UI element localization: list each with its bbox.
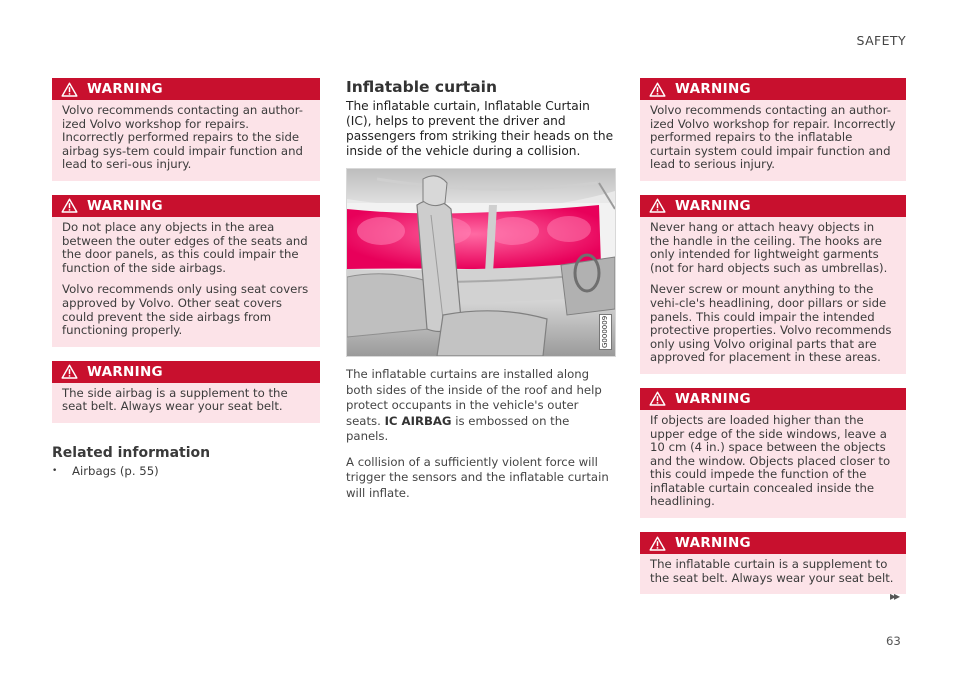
warning-text: The inflatable curtain is a supplement to the seat belt. Always wear your seat belt. bbox=[650, 557, 894, 585]
article-title: Inflatable curtain bbox=[346, 78, 498, 96]
warning-header bbox=[52, 195, 320, 217]
warning-text: Volvo recommends only using seat covers approved by Volvo. Other seat covers could prevent the side airbags from functioning properly. bbox=[62, 282, 309, 338]
warning-body bbox=[52, 217, 320, 347]
warning-header bbox=[640, 532, 906, 554]
related-link[interactable] bbox=[52, 464, 320, 478]
warning-header bbox=[52, 361, 320, 383]
middle-column bbox=[346, 78, 614, 501]
bullet: • bbox=[52, 465, 58, 476]
left-column bbox=[52, 78, 320, 478]
warning-title: WARNING bbox=[675, 390, 751, 407]
warning-text: Never hang or attach heavy objects in the handle in the ceiling. The hooks are only intended for lightweight garments (not for hard objects such as umbrellas). bbox=[650, 219, 888, 275]
section-title: SAFETY bbox=[856, 33, 906, 48]
warning-triangle-icon bbox=[649, 198, 666, 213]
related-information-heading: Related information bbox=[52, 444, 211, 461]
body-text: is embossed on the panels. bbox=[346, 413, 570, 443]
warning-text: The side airbag is a supplement to the seat belt. Always wear your seat belt. bbox=[62, 385, 288, 414]
right-column bbox=[640, 78, 906, 608]
warning-box bbox=[640, 388, 906, 518]
intro-text: The inflatable curtain, Inflatable Curtain (IC), helps to prevent the driver and passengers from striking their heads on the inside of the vehicle during a collision. bbox=[346, 99, 614, 158]
warning-triangle-icon bbox=[649, 82, 666, 97]
warning-text: Never screw or mount anything to the vehi-cle's headlining, door pillars or side panels. This could impair the intended protective properties. Volvo recommends only using Volvo original parts that are approved for placement in these areas. bbox=[650, 282, 892, 365]
warning-title: WARNING bbox=[87, 197, 163, 214]
warning-box bbox=[52, 78, 320, 181]
warning-text: Do not place any objects in the area between the outer edges of the seats and the door panels, as this could impair the function of the side airbags. bbox=[62, 219, 308, 275]
warning-body bbox=[640, 410, 906, 518]
warning-body bbox=[640, 217, 906, 374]
warning-title: WARNING bbox=[675, 535, 751, 552]
warning-triangle-icon bbox=[61, 364, 78, 379]
continue-arrow-icon: ▸▸ bbox=[890, 589, 899, 603]
figure-code: G000009 bbox=[599, 314, 612, 350]
warning-header bbox=[52, 78, 320, 100]
warning-title: WARNING bbox=[675, 197, 751, 214]
warning-title: WARNING bbox=[675, 81, 751, 97]
body-paragraph bbox=[346, 367, 614, 445]
warning-box bbox=[640, 78, 906, 181]
warning-body bbox=[640, 554, 906, 594]
warning-box bbox=[52, 361, 320, 423]
warning-box bbox=[640, 532, 906, 594]
page-number: 63 bbox=[886, 634, 901, 648]
ic-airbag-emphasis: IC AIRBAG bbox=[384, 413, 452, 428]
warning-triangle-icon bbox=[649, 536, 666, 551]
car-interior-drawing bbox=[347, 169, 615, 356]
warning-body bbox=[52, 383, 320, 423]
body-text: The inflatable curtains are installed along both sides of the inside of the roof and help protect occupants in the vehicle's outer seats. bbox=[346, 367, 602, 428]
warning-title: WARNING bbox=[87, 363, 163, 380]
warning-title: WARNING bbox=[87, 81, 163, 97]
warning-text: If objects are loaded higher than the upper edge of the side windows, leave a 10 cm (4 in.) space between the objects and the window. Objects placed closer to this could impede the function of the inflatable curtain concealed inside the headlining. bbox=[650, 412, 891, 509]
related-link-text[interactable]: Airbags (p. 55) bbox=[72, 463, 159, 478]
warning-triangle-icon bbox=[649, 391, 666, 406]
warning-body bbox=[640, 100, 906, 181]
warning-header bbox=[640, 388, 906, 410]
warning-header bbox=[640, 78, 906, 100]
warning-header bbox=[640, 195, 906, 217]
warning-text: Volvo recommends contacting an author-ized Volvo workshop for repair. Incorrectly performed repairs to the inflatable curtain system could impair function and lead to serious injury. bbox=[650, 103, 896, 172]
warning-triangle-icon bbox=[61, 198, 78, 213]
body-paragraph: A collision of a sufficiently violent force will trigger the sensors and the inflatable curtain will inflate. bbox=[346, 454, 609, 500]
warning-body bbox=[52, 100, 320, 181]
inflatable-curtain-illustration bbox=[346, 168, 616, 357]
warning-box bbox=[52, 195, 320, 347]
warning-box bbox=[640, 195, 906, 374]
warning-text: Volvo recommends contacting an author-ized Volvo workshop for repairs. Incorrectly performed repairs to the side airbag sys-tem could impair function and lead to seri-ous injury. bbox=[62, 103, 303, 172]
warning-triangle-icon bbox=[61, 82, 78, 97]
